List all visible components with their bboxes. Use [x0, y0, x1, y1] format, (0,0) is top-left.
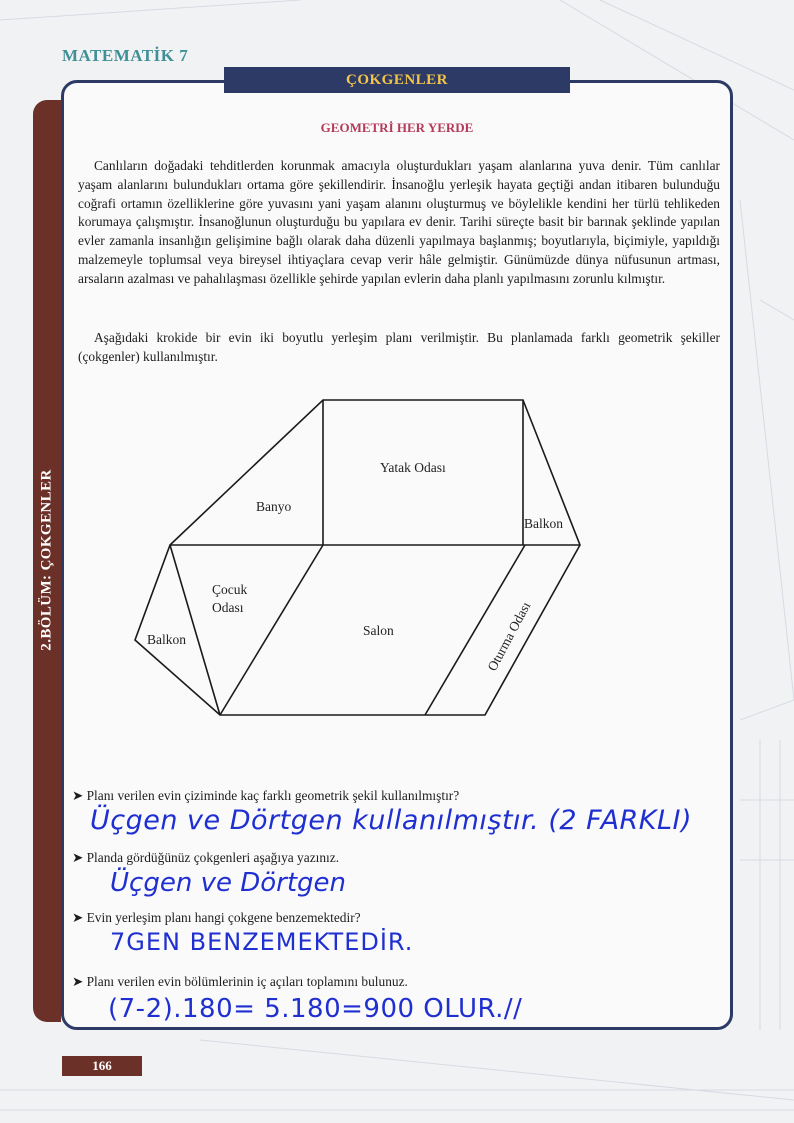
outer-boundary	[135, 400, 580, 715]
intro-paragraph: Canlıların doğadaki tehditlerden korunmak amacıyla oluşturdukları yaşam alanlarına yuva denir. Tüm canlılar yaşam alanlarını bulundukları ortama göre şekillendirir. İnsanoğlu yerleşik hayata geçtiği andan itibaren bulunduğu coğrafi ortamın özelliklerine göre yuvasını yani yaşam alanını oluşturmuş ve böylelikle kendini her türlü tehlikeden korumaya çalışmıştır. İnsanoğlunun oluşturduğu bu yapılara ev denir. Tarihi süreçte basit bir barınak şeklinde yapılan evler zamanla insanlığın gelişimine bağlı olarak daha düzenli yapılmaya başlanmış; boyutlarıyla, biçimiyle, yapıldığı malzemeyle toplumsal veya bireysel ihtiyaçlara cevap verir hâle gelmiştir. Günümüzde dünya nüfusunun artması, arsaların azalması ve pahalılaşması özellikle şehirde yapılan evlerin daha planlı yapılmasını zorunlu kılmıştır.	[78, 158, 720, 286]
page-number: 166	[62, 1056, 142, 1076]
section-title: GEOMETRİ HER YERDE	[320, 120, 474, 135]
wall-cocuk-right	[220, 545, 323, 715]
question-4	[72, 974, 408, 990]
answer-3: 7GEN BENZEMEKTEDİR.	[110, 928, 414, 956]
answer-4: (7-2).180= 5.180=900 OLUR.//	[108, 994, 523, 1024]
room-yatak-odasi: Yatak Odası	[380, 460, 446, 475]
question-1-text: Planı verilen evin çiziminde kaç farklı geometrik şekil kullanılmıştır?	[86, 788, 460, 803]
answer-1: Üçgen ve Dörtgen kullanılmıştır. (2 FARKLI)	[90, 805, 693, 836]
question-3-text: Evin yerleşim planı hangi çokgene benzemektedir?	[86, 910, 361, 925]
room-salon: Salon	[363, 623, 394, 638]
side-tab-label: 2.BÖLÜM: ÇOKGENLER	[38, 469, 55, 651]
room-odasi: Odası	[212, 600, 244, 615]
subject-title: MATEMATİK 7	[62, 46, 189, 65]
question-marker: ➤	[72, 974, 84, 989]
question-1	[72, 788, 459, 804]
room-balkon-left: Balkon	[147, 632, 186, 647]
wall-cocuk-left	[170, 545, 220, 715]
room-banyo: Banyo	[256, 499, 292, 514]
room-oturma-odasi: Oturma Odası	[484, 599, 534, 674]
question-4-text: Planı verilen evin bölümlerinin iç açıları toplamını bulunuz.	[86, 974, 408, 989]
question-marker: ➤	[72, 850, 84, 865]
room-cocuk: Çocuk	[212, 582, 248, 597]
question-marker: ➤	[72, 910, 84, 925]
chapter-title-bar: ÇOKGENLER	[224, 67, 570, 93]
room-balkon-right: Balkon	[524, 516, 563, 531]
question-2-text: Planda gördüğünüz çokgenleri aşağıya yazınız.	[86, 850, 340, 865]
question-3	[72, 910, 361, 926]
question-marker: ➤	[72, 788, 84, 803]
plan-intro-paragraph: Aşağıdaki krokide bir evin iki boyutlu yerleşim planı verilmiştir. Bu planlamada farklı geometrik şekiller (çokgenler) kullanılmıştır.	[78, 330, 720, 364]
question-2	[72, 850, 339, 866]
answer-2: Üçgen ve Dörtgen	[110, 868, 347, 898]
